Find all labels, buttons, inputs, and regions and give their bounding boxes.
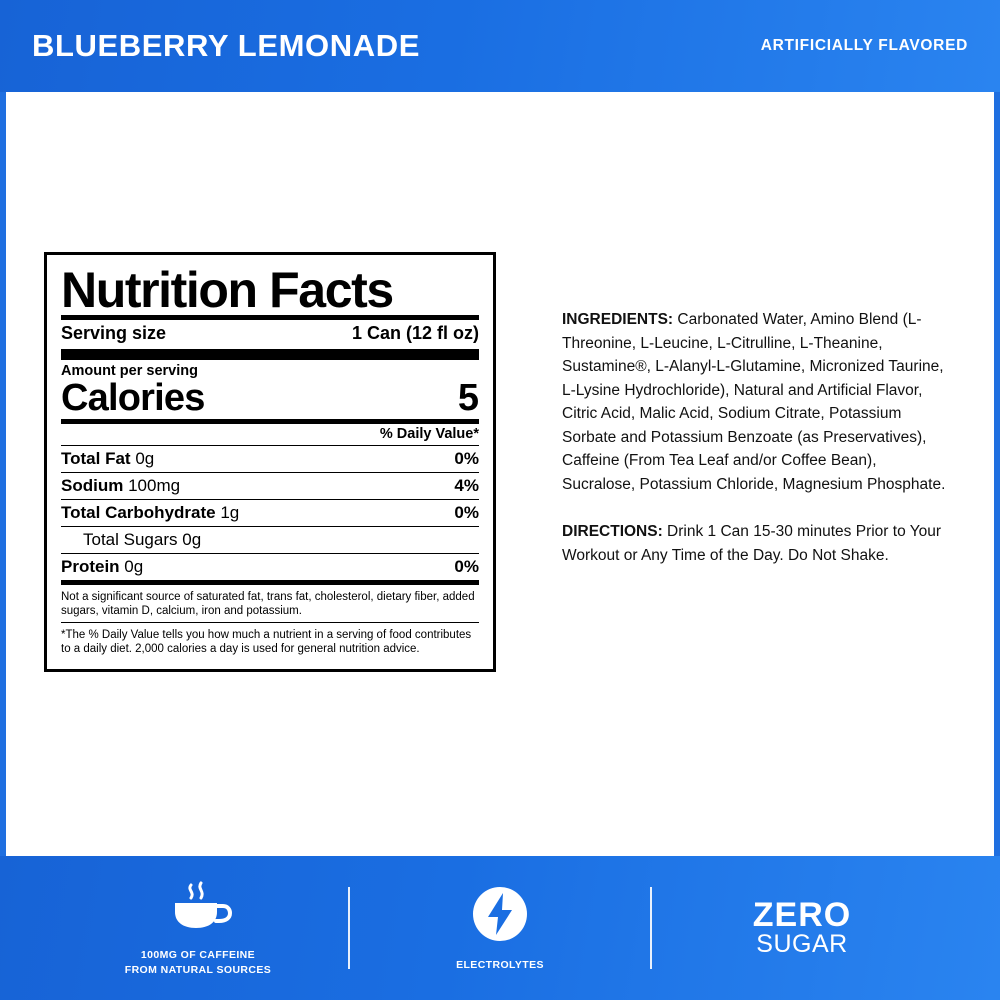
nutrition-facts-panel (44, 252, 496, 672)
nutrient-name: Total Carbohydrate (61, 503, 216, 522)
nutrition-footnote-1: Not a significant source of saturated fat, trans fat, cholesterol, dietary fiber, added sugars, vitamin D, calcium, iron and potassium. (61, 591, 475, 618)
footer-divider-1 (348, 887, 350, 969)
table-row (61, 500, 479, 526)
badge-caffeine (48, 879, 348, 976)
nutrient-amount: 0g (182, 530, 202, 549)
footer-bar (0, 856, 1000, 1000)
nutrient-daily-value: 4% (454, 476, 479, 495)
badge-zero-sugar (652, 895, 952, 959)
calories-value: 5 (457, 377, 479, 419)
nutrition-footnote-2: *The % Daily Value tells you how much a nutrient in a serving of food contributes to a daily diet. 2,000 calories a day is used for general nutrition advice. (61, 629, 472, 656)
nutrient-name: Total Fat (61, 449, 131, 468)
ingredients-block (562, 308, 952, 496)
product-info-column (562, 308, 952, 567)
directions-text: Drink 1 Can 15-30 minutes Prior to Your Workout or Any Time of the Day. Do Not Shake. (562, 523, 942, 564)
footer-divider-2 (650, 887, 652, 969)
ingredients-label: INGREDIENTS: (562, 311, 674, 328)
nutrient-daily-value: 0% (454, 557, 479, 576)
nutrient-name: Protein (61, 557, 120, 576)
serving-size-value: 1 Can (12 fl oz) (351, 323, 479, 343)
table-row (61, 473, 479, 499)
table-row (61, 446, 479, 472)
badge-caffeine-caption (125, 948, 271, 976)
zero-sugar-zero-text: ZERO (752, 895, 852, 934)
header-bar (0, 0, 1000, 92)
badge-caffeine-line2: FROM NATURAL SOURCES (124, 963, 272, 976)
nutrient-amount: 1g (220, 503, 240, 522)
rule-thick-1 (61, 349, 479, 360)
serving-size-label: Serving size (61, 323, 167, 343)
calories-label: Calories (61, 377, 205, 419)
ingredients-text: Carbonated Water, Amino Blend (L-Threonine, L-Leucine, L-Citrulline, L-Theanine, Sustamine®, L-Alanyl-L-Glutamine, Micronized Taurine, L-Lysine Hydrochloride), Natural and Artificial Flavor, Citric Acid, Malic Acid, Sodium Citrate, Potassium Sorbate and Potassium Benzoate (as Preservatives), Caffeine (From Tea Leaf and/or Coffee Bean), Sucralose, Potassium Chloride, Magnesium Phosphate. (562, 311, 946, 493)
badge-caffeine-line1: 100MG OF CAFFEINE (140, 949, 256, 962)
nutrient-amount: 0g (135, 449, 155, 468)
coffee-cup-icon (161, 879, 235, 940)
serving-size-row (61, 320, 479, 349)
table-row (61, 554, 479, 580)
page-title: BLUEBERRY LEMONADE (32, 28, 420, 63)
nutrient-name: Sodium (61, 476, 124, 495)
directions-block (562, 520, 952, 567)
lightning-bolt-icon (469, 883, 531, 950)
nutrient-amount: 100mg (128, 476, 181, 495)
nutrition-facts-title: Nutrition Facts (61, 262, 393, 318)
badge-electrolytes-caption: ELECTROLYTES (456, 959, 544, 972)
directions-label: DIRECTIONS: (562, 523, 663, 541)
calories-row (61, 379, 479, 419)
amount-per-serving-label: Amount per serving (61, 363, 198, 379)
zero-sugar-sugar-text: SUGAR (756, 930, 848, 959)
table-row (61, 527, 479, 553)
nutrient-daily-value: 0% (454, 503, 479, 522)
daily-value-header: % Daily Value* (379, 426, 479, 442)
badge-electrolytes (350, 883, 650, 972)
nutrient-amount: 0g (124, 557, 144, 576)
nutrient-daily-value: 0% (454, 449, 479, 468)
flavor-qualifier: ARTIFICIALLY FLAVORED (760, 37, 968, 54)
nutrient-name: Total Sugars (83, 530, 178, 549)
